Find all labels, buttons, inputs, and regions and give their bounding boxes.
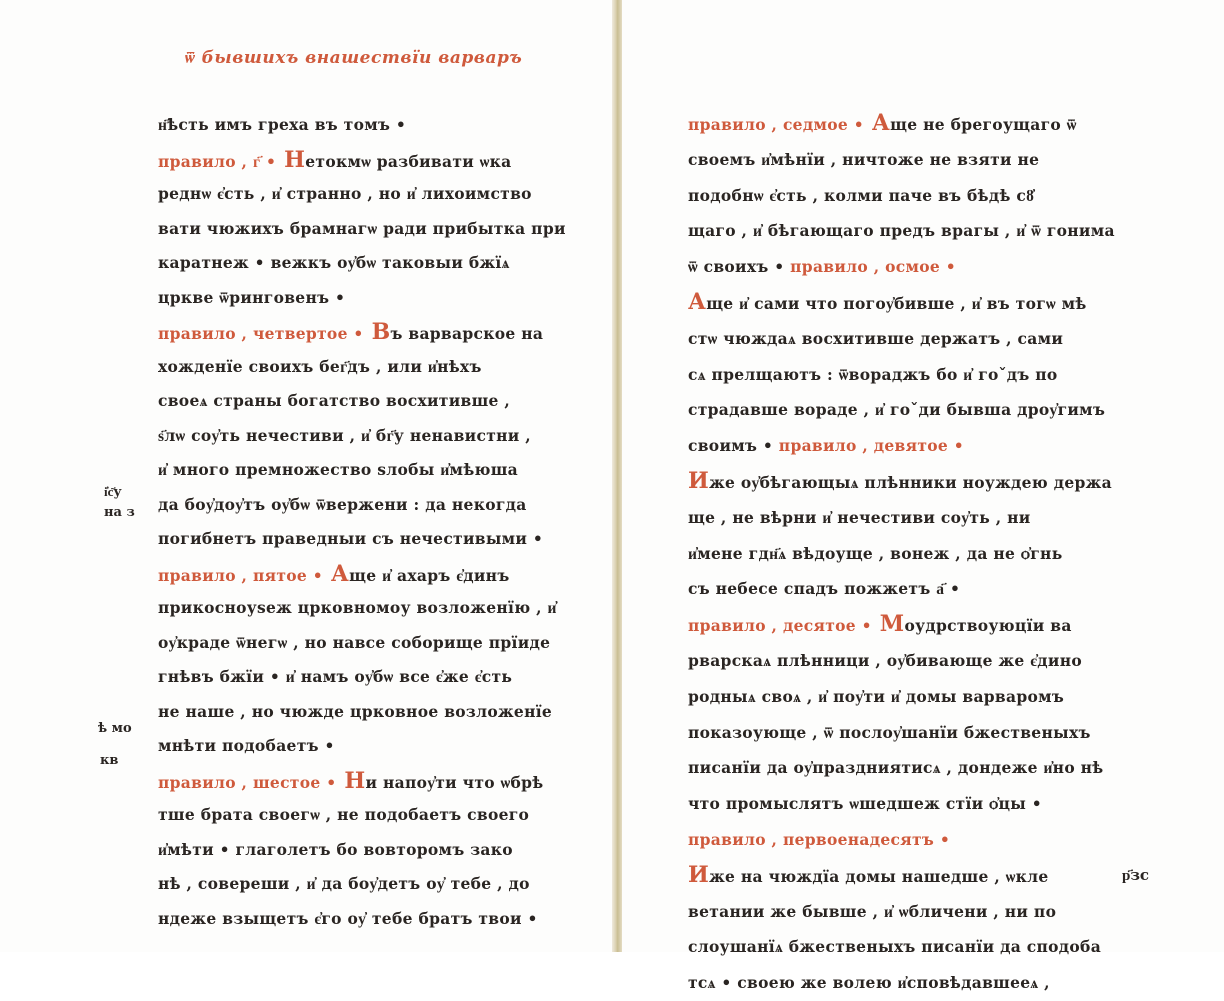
- initial-letter: Н: [276, 146, 306, 173]
- margin-note: на з: [104, 505, 135, 520]
- body-text: ще и҆ ахаръ є҆динъ: [349, 565, 510, 585]
- text-line: [158, 557, 578, 592]
- rubric-text: правило , первоенадесятъ •: [688, 829, 951, 849]
- initial-letter: А: [863, 110, 891, 136]
- text-line: [158, 350, 578, 385]
- text-line: [158, 764, 578, 799]
- body-text: и҆мене гдн҃ѧ вѣдоуще , вонеж , да не ѻ҆гнь: [688, 543, 1063, 563]
- rubric-text: правило , шестое •: [158, 772, 337, 792]
- text-line: [688, 643, 1108, 679]
- text-line: [158, 488, 578, 523]
- initial-letter: А: [322, 560, 350, 587]
- right-page: [622, 0, 1224, 993]
- left-text-block: [158, 108, 578, 936]
- body-text: тсѧ • своею же волею и҆сповѣдавшееѧ ,: [688, 973, 1050, 993]
- text-line: [158, 798, 578, 833]
- body-text: ще и҆ сами что погоу҆бивше , и҆ въ тогѡ мѣ: [706, 293, 1087, 313]
- body-text: тше брата своегѡ , не подобаетъ своего: [158, 805, 530, 824]
- text-line: [688, 858, 1108, 894]
- body-text: своимъ •: [688, 436, 774, 456]
- text-line: [158, 419, 578, 454]
- text-line: [688, 142, 1108, 178]
- rubric-text: правило , десятое •: [688, 616, 872, 636]
- text-line: [688, 428, 1108, 464]
- text-line: [158, 177, 578, 212]
- body-text: и напоу҆ти что ѡбрѣ: [365, 772, 544, 792]
- initial-letter: В: [363, 319, 391, 345]
- body-text: ѿ своихъ •: [688, 257, 785, 277]
- body-text: съ небесе спадъ пожжетъ а҃ •: [688, 579, 961, 599]
- rubric-text: правило , г҃ •: [158, 151, 277, 171]
- text-line: [158, 453, 578, 488]
- body-text: ъ варварское на: [390, 324, 544, 343]
- text-line: [688, 536, 1108, 572]
- text-line: [688, 929, 1108, 965]
- body-text: сѧ прелщаютъ : ѿвораджъ бо и҆ гоˇдъ по: [688, 364, 1058, 384]
- text-line: [158, 108, 578, 143]
- body-text: и҆ много премножество ѕлобы и҆мѣюша: [158, 460, 519, 479]
- initial-letter: А: [688, 288, 707, 315]
- text-line: [688, 607, 1108, 643]
- text-line: [688, 357, 1108, 393]
- initial-letter: Н: [336, 767, 366, 794]
- right-text-block: [688, 106, 1115, 1001]
- rubric-text: правило , четвертое •: [158, 324, 364, 343]
- text-line: [158, 660, 578, 695]
- body-text: ветании же бывше , и҆ ѡбличени , ни по: [688, 901, 1057, 921]
- text-line: [158, 833, 578, 868]
- body-text: и҆мѣти • глаголетъ бо вовторомъ зако: [158, 839, 513, 859]
- body-text: н҃ѣсть имъ греха въ томъ •: [158, 115, 407, 134]
- body-text: что промыслятъ ѡшедшеж стїи ѻ҆цы •: [688, 794, 1043, 814]
- body-text: своемъ и҆мѣнїи , ничтоже не взяти не: [688, 149, 1040, 169]
- body-text: цркве ѿринговенъ •: [158, 287, 346, 307]
- body-text: нѣ , совереши , и҆ да боу҆детъ оу҆ тебе , до: [158, 874, 530, 893]
- body-text: етокмѡ разбивати ѡка: [305, 151, 512, 171]
- text-line: [688, 464, 1112, 500]
- body-text: же на чюждїа домы нашедше , ѡкле: [709, 866, 1049, 886]
- text-line: [688, 965, 1108, 1001]
- book-gutter: [612, 0, 622, 952]
- text-line: [688, 178, 1108, 214]
- rubric-text: правило , осмое •: [784, 257, 956, 277]
- body-text: гнѣвъ бжїи • и҆ намъ оу҆бѡ все є҆же є҆сть: [158, 667, 513, 686]
- folio-number: р҃зс: [1122, 866, 1150, 884]
- body-text: да боу҆доу҆тъ оу҆бѡ ѿвержени : да некогда: [158, 494, 527, 514]
- text-line: [158, 729, 578, 764]
- text-line: [158, 143, 578, 178]
- rubric-text: правило , пятое •: [158, 565, 323, 585]
- body-text: каратнеж • вежкъ оу҆бѡ таковыи бжїѧ: [158, 253, 510, 272]
- text-line: [688, 786, 1108, 822]
- body-text: показоующе , ѿ послоу҆шанїи бжественыхъ: [688, 722, 1091, 742]
- text-line: [688, 392, 1108, 428]
- body-text: ѕ҃лѡ соу҆ть нечестиви , и҆ бг҃у ненавистни ,: [158, 425, 531, 445]
- text-line: [158, 591, 578, 626]
- body-text: реднѡ є҆сть , и҆ странно , но и҆ лихоимство: [158, 184, 532, 203]
- rubric-text: правило , седмое •: [688, 115, 864, 134]
- body-text: писанїи да оу҆праздниятисѧ , дондеже и҆но нѣ: [688, 758, 1104, 778]
- body-text: оудрствоуюцїи ва: [904, 616, 1072, 636]
- body-text: ще , не вѣрни и҆ нечестиви соу҆ть , ни: [688, 507, 1031, 527]
- margin-note: ѣ мо: [98, 721, 132, 736]
- body-text: страдавше вораде , и҆ гоˇди бывша дроу҆гимъ: [688, 400, 1106, 420]
- body-text: стѡ чюждаѧ восхитивше держатъ , сами: [688, 328, 1064, 348]
- text-line: [158, 522, 578, 557]
- text-line: [688, 321, 1108, 357]
- body-text: вати чюжихъ брамнагѡ ради прибытка при: [158, 218, 566, 238]
- text-line: [158, 695, 578, 730]
- text-line: [688, 285, 1108, 321]
- body-text: ндеже взыщетъ є҆го оу҆ тебе братъ твои •: [158, 908, 538, 928]
- body-text: рварскаѧ плѣнници , оу҆бивающе же є҆дино: [688, 650, 1082, 670]
- body-text: щаго , и҆ бѣгающаго предъ врагы , и҆ ѿ гонима: [688, 221, 1115, 241]
- text-line: [688, 500, 1108, 536]
- text-line: [688, 249, 1108, 285]
- text-line: [158, 246, 578, 281]
- text-line: [158, 315, 578, 350]
- initial-letter: И: [688, 861, 710, 888]
- body-text: слоушанїѧ бжественыхъ писанїи да сподоба: [688, 937, 1102, 957]
- text-line: [688, 571, 1108, 607]
- text-line: [688, 822, 1108, 858]
- body-text: своеѧ страны богатство восхитивше ,: [158, 391, 511, 410]
- text-line: [158, 626, 578, 661]
- text-line: [688, 106, 1108, 142]
- body-text: родныѧ своѧ , и҆ поу҆ти и҆ домы варваромъ: [688, 686, 1065, 706]
- text-line: [158, 867, 578, 902]
- initial-letter: М: [871, 611, 905, 638]
- body-text: не наше , но чюжде црковное возложенїе: [158, 701, 553, 721]
- body-text: оу҆краде ѿнегѡ , но навсе соборище прїиде: [158, 632, 551, 652]
- text-line: [158, 384, 578, 419]
- body-text: же оу҆бѣгающыѧ плѣнники ноуждею держа: [709, 472, 1112, 492]
- body-text: хожденїе своихъ бег҃дъ , или и҆нѣхъ: [158, 356, 482, 376]
- body-text: погибнетъ праведныи съ нечестивыми •: [158, 529, 544, 548]
- body-text: прикосноуѕеж црковномоу возложенїю , и҆: [158, 598, 557, 617]
- text-line: [688, 894, 1108, 930]
- left-page: [0, 0, 612, 952]
- text-line: [158, 212, 578, 247]
- body-text: ще не брегоущаго ѿ: [890, 115, 1077, 134]
- body-text: мнѣти подобаетъ •: [158, 736, 335, 755]
- text-line: [688, 750, 1108, 786]
- text-line: [158, 902, 578, 937]
- text-line: [158, 281, 578, 316]
- margin-note: і҆с҃у: [104, 485, 122, 500]
- initial-letter: И: [688, 467, 710, 494]
- text-line: [688, 679, 1108, 715]
- text-line: [688, 213, 1115, 249]
- rubric-text: правило , девятое •: [773, 436, 964, 456]
- body-text: подобнѡ є҆сть , колми паче въ бѣдѣ сȣ҆: [688, 185, 1035, 205]
- margin-note: кв: [100, 753, 119, 768]
- text-line: [688, 715, 1108, 751]
- page-header: ѿ бывшихъ внашествїи варваръ: [185, 48, 523, 68]
